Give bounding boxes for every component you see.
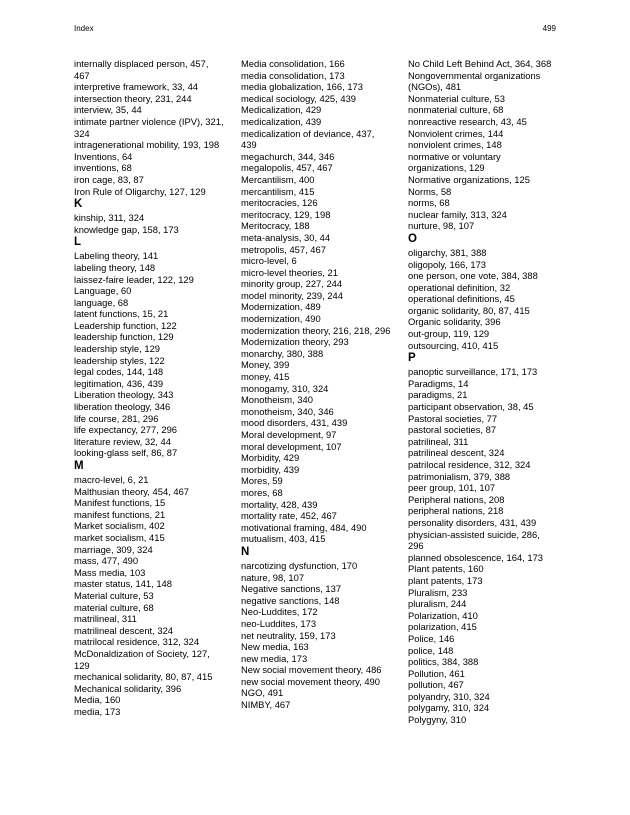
index-entry: norms, 68 xyxy=(408,197,450,209)
index-entry: medical sociology, 425, 439 xyxy=(241,92,356,104)
index-entry: nature, 98, 107 xyxy=(241,571,305,583)
index-entry: plant patents, 173 xyxy=(408,574,483,586)
index-entry: labeling theory, 148 xyxy=(74,261,156,273)
index-entry: pastoral societies, 87 xyxy=(408,424,497,436)
index-entry: leadership styles, 122 xyxy=(74,354,165,366)
index-entry: pluralism, 244 xyxy=(408,598,467,610)
index-entry: narcotizing dysfunction, 170 xyxy=(241,559,358,571)
index-entry: Plant patents, 160 xyxy=(408,563,484,575)
index-entry: normative or voluntary organizations, 129 xyxy=(408,150,501,174)
index-entry: interview, 35, 44 xyxy=(74,104,142,116)
index-letter-heading: O xyxy=(408,232,417,245)
index-entry: moral development, 107 xyxy=(241,440,342,452)
index-entry: peer group, 101, 107 xyxy=(408,482,496,494)
index-entry: polarization, 415 xyxy=(408,621,477,633)
index-entry: manifest functions, 21 xyxy=(74,508,166,520)
index-entry: planned obsolescence, 164, 173 xyxy=(408,551,544,563)
index-entry: police, 148 xyxy=(408,644,454,656)
index-entry: Nonmaterial culture, 53 xyxy=(408,92,505,104)
index-entry: intersection theory, 231, 244 xyxy=(74,92,192,104)
index-entry: media consolidation, 173 xyxy=(241,69,345,81)
index-entry: megalopolis, 457, 467 xyxy=(241,162,333,174)
index-entry: organic solidarity, 80, 87, 415 xyxy=(408,304,530,316)
index-entry: media, 173 xyxy=(74,705,121,717)
index-entry: mores, 68 xyxy=(241,486,283,498)
index-entry: intimate partner violence (IPV), 321, 324 xyxy=(74,115,224,139)
index-entry: media globalization, 166, 173 xyxy=(241,81,363,93)
index-entry: leadership function, 129 xyxy=(74,331,174,343)
index-entry: material culture, 68 xyxy=(74,601,154,613)
index-entry: macro-level, 6, 21 xyxy=(74,474,149,485)
index-entry: No Child Left Behind Act, 364, 368 xyxy=(408,58,552,69)
index-entry: Market socialism, 402 xyxy=(74,520,165,532)
index-entry: morbidity, 439 xyxy=(241,463,300,475)
index-entry: paradigms, 21 xyxy=(408,389,468,401)
index-entry: latent functions, 15, 21 xyxy=(74,308,169,320)
index-entry: Mores, 59 xyxy=(241,475,283,487)
index-entry: patrilineal descent, 324 xyxy=(408,447,505,459)
index-entry: patrilocal residence, 312, 324 xyxy=(408,459,531,470)
index-entry: liberation theology, 346 xyxy=(74,401,171,413)
index-letter-heading: N xyxy=(241,545,250,558)
index-entry: mercantilism, 415 xyxy=(241,185,315,197)
index-entry: out-group, 119, 129 xyxy=(408,328,490,340)
index-entry: mass, 477, 490 xyxy=(74,555,139,567)
index-entry: marriage, 309, 324 xyxy=(74,543,153,555)
index-entry: oligopoly, 166, 173 xyxy=(408,258,487,270)
index-entry: nonviolent crimes, 148 xyxy=(408,139,502,151)
index-entry: McDonaldization of Society, 127, 129 xyxy=(74,647,210,671)
index-entry: laissez-faire leader, 122, 129 xyxy=(74,273,194,285)
index-entry: Organic solidarity, 396 xyxy=(408,316,501,328)
index-entry: Manifest functions, 15 xyxy=(74,497,166,509)
index-entry: one person, one vote, 384, 388 xyxy=(408,270,538,282)
index-entry: New social movement theory, 486 xyxy=(241,664,382,676)
index-entry: life course, 281, 296 xyxy=(74,412,159,424)
index-entry: mood disorders, 431, 439 xyxy=(241,417,348,429)
index-entry: mechanical solidarity, 80, 87, 415 xyxy=(74,671,213,683)
index-entry: Leadership function, 122 xyxy=(74,319,177,331)
index-entry: matrilineal descent, 324 xyxy=(74,624,174,636)
index-entry: motivational framing, 484, 490 xyxy=(241,521,367,533)
index-entry: Polarization, 410 xyxy=(408,609,478,621)
index-entry: Malthusian theory, 454, 467 xyxy=(74,485,190,497)
index-entry: minority group, 227, 244 xyxy=(241,278,343,290)
index-entry: personality disorders, 431, 439 xyxy=(408,516,537,528)
index-entry: Mechanical solidarity, 396 xyxy=(74,682,182,694)
index-entry: NIMBY, 467 xyxy=(241,699,291,711)
index-entry: mortality, 428, 439 xyxy=(241,498,318,510)
index-entry: Nongovernmental organizations (NGOs), 481 xyxy=(408,69,541,93)
index-entry: Norms, 58 xyxy=(408,185,452,197)
index-entry: Medicalization, 429 xyxy=(241,104,322,116)
index-entry: Iron Rule of Oligarchy, 127, 129 xyxy=(74,185,206,197)
index-entry: monogamy, 310, 324 xyxy=(241,382,329,394)
index-entry: literature review, 32, 44 xyxy=(74,435,171,447)
index-entry: Liberation theology, 343 xyxy=(74,389,174,401)
index-entry: kinship, 311, 324 xyxy=(74,212,145,224)
index-entry: pollution, 467 xyxy=(408,679,464,691)
index-entry: nurture, 98, 107 xyxy=(408,220,475,232)
index-entry: micro-level theories, 21 xyxy=(241,266,338,278)
index-column-1 xyxy=(74,58,224,717)
index-entry: Material culture, 53 xyxy=(74,589,154,601)
index-entry: Media, 160 xyxy=(74,694,121,706)
index-entry: negative sanctions, 148 xyxy=(241,594,340,606)
index-entry: Meritocracy, 188 xyxy=(241,220,310,232)
index-entry: matrilocal residence, 312, 324 xyxy=(74,636,200,648)
index-entry: interpretive framework, 33, 44 xyxy=(74,81,199,93)
index-entry: new social movement theory, 490 xyxy=(241,675,380,687)
index-entry: internally displaced person, 457, 467 xyxy=(74,58,209,81)
index-entry: polygamy, 310, 324 xyxy=(408,702,490,714)
index-entry: Neo-Luddites, 172 xyxy=(241,606,318,618)
index-entry: NGO, 491 xyxy=(241,687,284,699)
index-entry: market socialism, 415 xyxy=(74,531,165,543)
index-entry: Labeling theory, 141 xyxy=(74,250,159,262)
index-entry: New media, 163 xyxy=(241,641,309,653)
index-entry: inventions, 68 xyxy=(74,162,132,174)
index-entry: Media consolidation, 166 xyxy=(241,58,345,69)
index-entry: oligarchy, 381, 388 xyxy=(408,246,487,258)
index-entry: physician-assisted suicide, 286, 296 xyxy=(408,528,540,552)
index-entry: language, 68 xyxy=(74,296,129,308)
index-entry: Paradigms, 14 xyxy=(408,377,469,389)
index-entry: Polygyny, 310 xyxy=(408,714,467,726)
index-entry: medicalization of deviance, 437, 439 xyxy=(241,127,375,151)
index-entry: iron cage, 83, 87 xyxy=(74,173,144,185)
index-entry: Inventions, 64 xyxy=(74,150,133,162)
index-entry: money, 415 xyxy=(241,371,290,383)
index-letter-heading: K xyxy=(74,198,83,211)
index-entry: nonmaterial culture, 68 xyxy=(408,104,504,116)
index-entry: Modernization theory, 293 xyxy=(241,336,349,348)
index-entry: new media, 173 xyxy=(241,652,308,664)
index-entry: panoptic surveillance, 171, 173 xyxy=(408,366,538,378)
index-entry: polyandry, 310, 324 xyxy=(408,690,490,702)
index-entry: Modernization, 489 xyxy=(241,301,321,313)
index-entry: politics, 384, 388 xyxy=(408,656,479,668)
index-entry: modernization theory, 216, 218, 296 xyxy=(241,324,391,336)
index-entry: metropolis, 457, 467 xyxy=(241,243,326,255)
index-entry: Moral development, 97 xyxy=(241,429,337,440)
index-entry: intragenerational mobility, 193, 198 xyxy=(74,139,220,151)
index-entry: medicalization, 439 xyxy=(241,115,322,127)
index-entry: Peripheral nations, 208 xyxy=(408,493,505,505)
index-entry: Negative sanctions, 137 xyxy=(241,583,342,595)
index-entry: life expectancy, 277, 296 xyxy=(74,424,178,436)
index-column-2 xyxy=(241,58,391,711)
index-entry: legal codes, 144, 148 xyxy=(74,366,164,378)
index-entry: Mass media, 103 xyxy=(74,566,146,578)
running-header-section: Index xyxy=(74,24,94,33)
index-entry: Pastoral societies, 77 xyxy=(408,412,498,424)
page-number: 499 xyxy=(542,24,556,33)
index-entry: nuclear family, 313, 324 xyxy=(408,208,507,220)
index-letter-heading: M xyxy=(74,460,84,472)
index-entry: Money, 399 xyxy=(241,359,290,371)
index-entry: model minority, 239, 244 xyxy=(241,289,343,301)
index-entry: Pluralism, 233 xyxy=(408,586,468,598)
index-entry: operational definition, 32 xyxy=(408,281,511,293)
index-entry: looking-glass self, 86, 87 xyxy=(74,447,178,459)
index-letter-heading: L xyxy=(74,236,82,249)
index-entry: peripheral nations, 218 xyxy=(408,505,504,517)
index-entry: neo-Luddites, 173 xyxy=(241,617,317,629)
index-entry: patrilineal, 311 xyxy=(408,435,469,447)
index-entry: micro-level, 6 xyxy=(241,255,297,267)
index-entry: Mercantilism, 400 xyxy=(241,173,315,185)
index-entry: Nonviolent crimes, 144 xyxy=(408,127,504,139)
index-entry: net neutrality, 159, 173 xyxy=(241,629,336,641)
index-entry: Pollution, 461 xyxy=(408,667,465,679)
index-entry: mutualism, 403, 415 xyxy=(241,533,326,545)
index-entry: knowledge gap, 158, 173 xyxy=(74,223,179,235)
index-entry: patrimonialism, 379, 388 xyxy=(408,470,511,482)
index-entry: outsourcing, 410, 415 xyxy=(408,339,499,351)
index-entry: Language, 60 xyxy=(74,285,132,297)
index-entry: meritocracy, 129, 198 xyxy=(241,208,331,220)
index-column-3 xyxy=(408,58,558,726)
index-entry: nonreactive research, 43, 45 xyxy=(408,115,527,127)
index-entry: modernization, 490 xyxy=(241,313,321,325)
index-entry: mortality rate, 452, 467 xyxy=(241,510,337,522)
index-entry: operational definitions, 45 xyxy=(408,293,515,305)
index-entry: Monotheism, 340 xyxy=(241,394,313,406)
index-letter-heading: P xyxy=(408,352,416,365)
index-entry: meritocracies, 126 xyxy=(241,197,318,209)
index-entry: monarchy, 380, 388 xyxy=(241,347,324,359)
index-entry: meta-analysis, 30, 44 xyxy=(241,231,331,243)
index-entry: master status, 141, 148 xyxy=(74,578,172,590)
index-entry: participant observation, 38, 45 xyxy=(408,401,534,413)
index-entry: Normative organizations, 125 xyxy=(408,173,530,185)
index-entry: Morbidity, 429 xyxy=(241,452,300,464)
index-entry: legitimation, 436, 439 xyxy=(74,377,164,389)
index-entry: megachurch, 344, 346 xyxy=(241,150,335,162)
index-entry: Police, 146 xyxy=(408,632,455,644)
index-entry: monotheism, 340, 346 xyxy=(241,405,334,417)
index-entry: leadership style, 129 xyxy=(74,343,160,355)
index-entry: matrilineal, 311 xyxy=(74,613,137,625)
